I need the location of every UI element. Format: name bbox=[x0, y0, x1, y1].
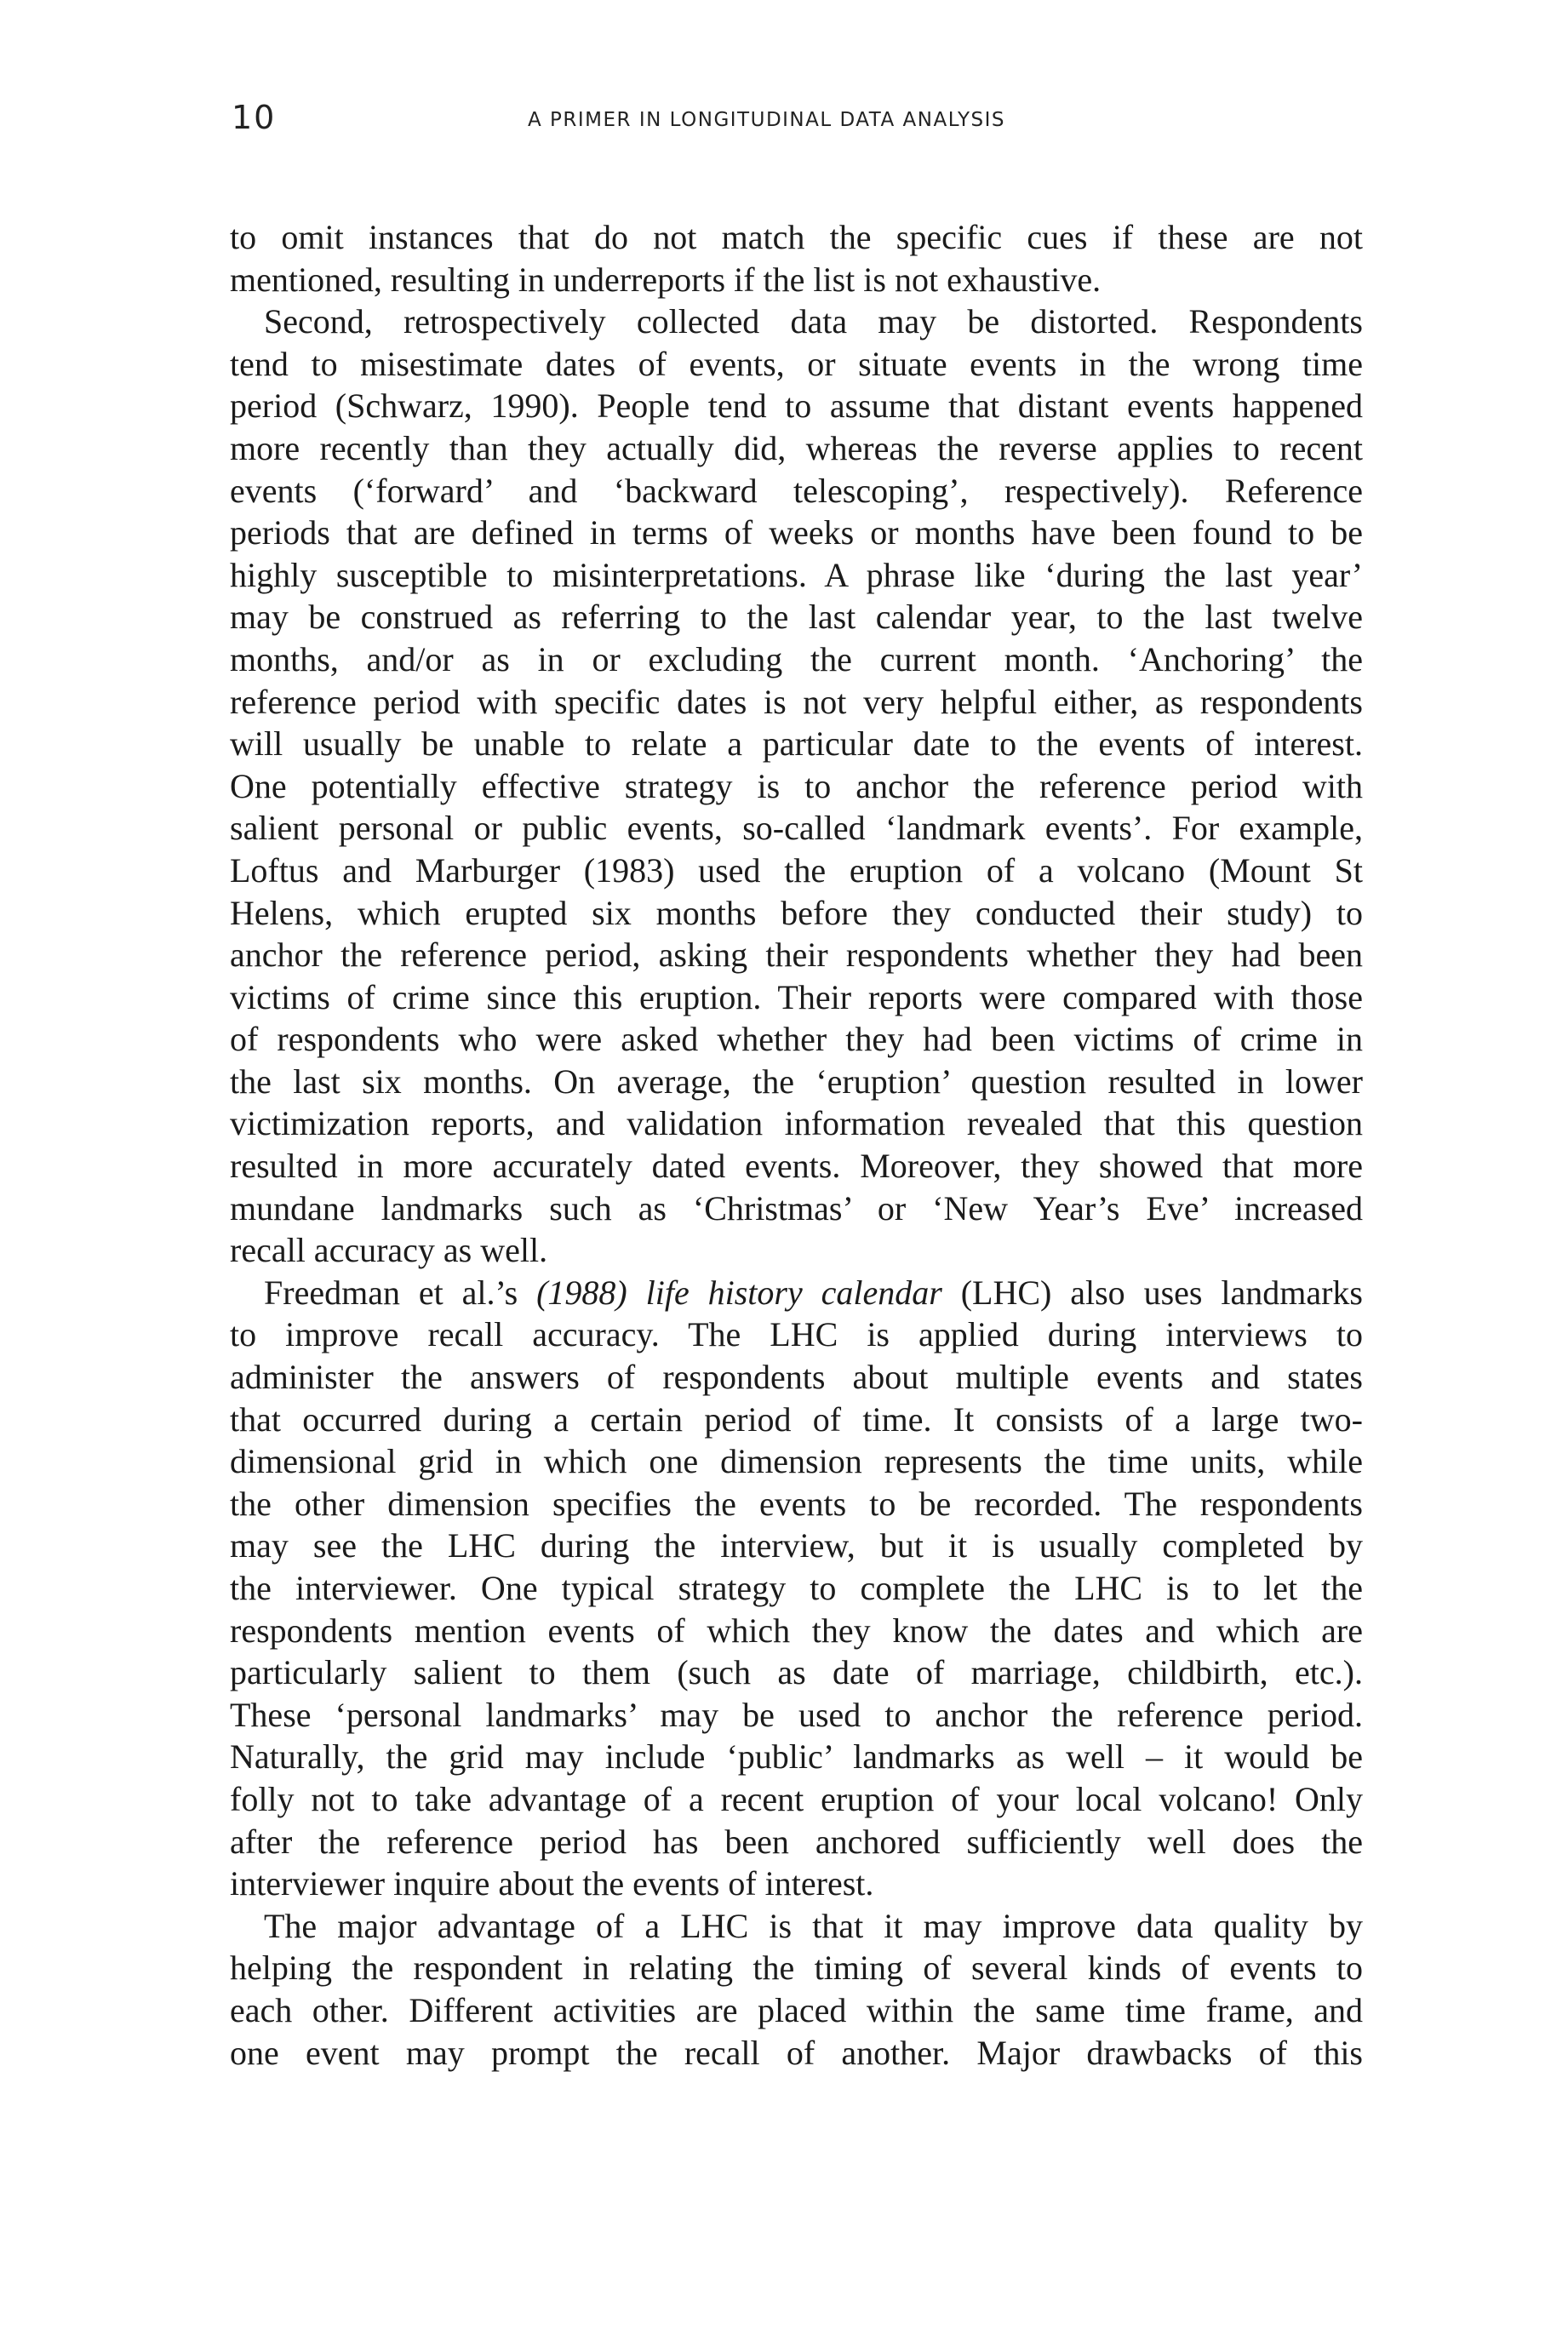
text-line: the other dimension specifies the events to be recorded. The respondents bbox=[230, 1484, 1363, 1523]
text-fragment: Freedman et al.’s bbox=[264, 1273, 537, 1312]
text-line: the interviewer. One typical strategy to complete the LHC is to let the bbox=[230, 1569, 1363, 1607]
text-line: one event may prompt the recall of another. Major drawbacks of this bbox=[230, 2033, 1363, 2072]
text-line: events (‘forward’ and ‘backward telescoping’, respectively). Reference bbox=[230, 471, 1363, 510]
page-number: 10 bbox=[232, 99, 277, 136]
text-line: particularly salient to them (such as date of marriage, childbirth, etc.). bbox=[230, 1653, 1363, 1692]
text-line: dimensional grid in which one dimension represents the time units, while bbox=[230, 1442, 1363, 1481]
text-line: of respondents who were asked whether they had been victims of crime in bbox=[230, 1020, 1363, 1059]
paragraph-3 bbox=[230, 1272, 1363, 1905]
text-line: the last six months. On average, the ‘eruption’ question resulted in lower bbox=[230, 1062, 1363, 1101]
text-line: These ‘personal landmarks’ may be used to anchor the reference period. bbox=[230, 1695, 1363, 1734]
text-line-with-italic bbox=[230, 1272, 1363, 1314]
text-line: Loftus and Marburger (1983) used the eruption of a volcano (Mount St bbox=[230, 850, 1363, 890]
paragraph-4 bbox=[230, 1905, 1363, 2074]
text-fragment: (LHC) also uses landmarks bbox=[941, 1273, 1363, 1312]
text-line: may see the LHC during the interview, but it is usually completed by bbox=[230, 1526, 1363, 1565]
text-line: folly not to take advantage of a recent eruption of your local volcano! Only bbox=[230, 1779, 1363, 1818]
italic-term: (1988) life history calendar bbox=[536, 1273, 942, 1312]
paragraph-1 bbox=[230, 216, 1363, 300]
text-line: each other. Different activities are placed within the same time frame, and bbox=[230, 1990, 1363, 2029]
text-line: victims of crime since this eruption. Their reports were compared with those bbox=[230, 977, 1363, 1016]
text-line: The major advantage of a LHC is that it may improve data quality by bbox=[264, 1906, 1363, 1945]
text-line: tend to misestimate dates of events, or situate events in the wrong time bbox=[230, 344, 1363, 383]
paragraph-2 bbox=[230, 300, 1363, 1272]
text-line: to omit instances that do not match the specific cues if these are not bbox=[230, 218, 1363, 256]
text-line: anchor the reference period, asking their respondents whether they had been bbox=[230, 936, 1363, 975]
text-line: resulted in more accurately dated events. Moreover, they showed that more bbox=[230, 1147, 1363, 1186]
text-line: will usually be unable to relate a particular date to the events of interest. bbox=[230, 724, 1363, 764]
text-line: mentioned, resulting in underreports if the list is not exhaustive. bbox=[230, 260, 1102, 299]
text-line: may be construed as referring to the last calendar year, to the last twelve bbox=[230, 598, 1363, 637]
text-line: administer the answers of respondents about multiple events and states bbox=[230, 1358, 1363, 1397]
text-line: Naturally, the grid may include ‘public’ landmarks as well – it would be bbox=[230, 1737, 1363, 1777]
text-line: One potentially effective strategy is to anchor the reference period with bbox=[230, 766, 1363, 805]
text-line: Second, retrospectively collected data may be distorted. Respondents bbox=[264, 302, 1363, 341]
running-head bbox=[230, 99, 1362, 141]
text-line: reference period with specific dates is not very helpful either, as respondents bbox=[230, 682, 1363, 721]
text-line: highly susceptible to misinterpretations. A phrase like ‘during the last year’ bbox=[230, 555, 1363, 594]
text-line: period (Schwarz, 1990). People tend to assume that distant events happened bbox=[230, 386, 1363, 426]
text-line: recall accuracy as well. bbox=[230, 1231, 548, 1270]
text-line: periods that are defined in terms of weeks or months have been found to be bbox=[230, 513, 1363, 552]
text-line: after the reference period has been anchored sufficiently well does the bbox=[230, 1822, 1363, 1861]
running-title: A PRIMER IN LONGITUDINAL DATA ANALYSIS bbox=[528, 109, 1006, 131]
text-line: victimization reports, and validation information revealed that this question bbox=[230, 1104, 1363, 1143]
text-line: more recently than they actually did, whereas the reverse applies to recent bbox=[230, 428, 1363, 467]
text-line: interviewer inquire about the events of interest. bbox=[230, 1864, 874, 1903]
text-line: that occurred during a certain period of time. It consists of a large two- bbox=[230, 1399, 1363, 1439]
text-line: salient personal or public events, so-called ‘landmark events’. For example, bbox=[230, 809, 1363, 848]
text-line: to improve recall accuracy. The LHC is applied during interviews to bbox=[230, 1315, 1363, 1354]
body-text bbox=[230, 216, 1363, 2074]
text-line: respondents mention events of which they know the dates and which are bbox=[230, 1611, 1363, 1650]
text-line: Helens, which erupted six months before they conducted their study) to bbox=[230, 893, 1363, 932]
text-line: mundane landmarks such as ‘Christmas’ or ‘New Year’s Eve’ increased bbox=[230, 1188, 1363, 1228]
text-line: months, and/or as in or excluding the current month. ‘Anchoring’ the bbox=[230, 639, 1363, 678]
text-line: helping the respondent in relating the timing of several kinds of events to bbox=[230, 1949, 1363, 1988]
